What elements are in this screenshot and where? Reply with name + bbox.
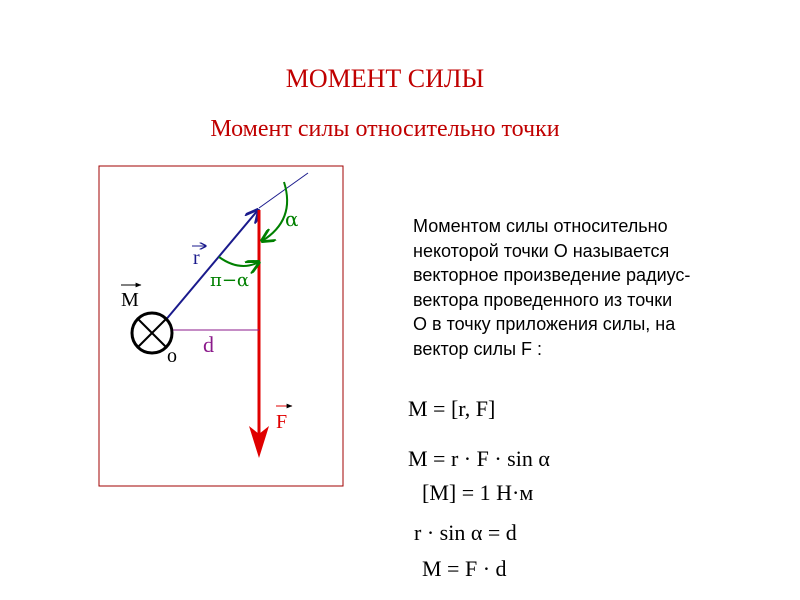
label-d: d	[203, 332, 214, 357]
label-M: M	[121, 289, 139, 311]
formula-lever-arm: r · sin α = d	[414, 520, 517, 545]
formula-unit: [M] = 1 Н·м	[422, 480, 534, 505]
page-subtitle: Момент силы относительно точки	[210, 116, 560, 142]
label-pi-minus-alpha: π−α	[210, 270, 250, 291]
formula-scalar-moment: M = r · F · sin α	[408, 446, 550, 471]
angle-pi-alpha-arc	[219, 257, 259, 266]
formula-moment-short: M = F · d	[422, 556, 507, 581]
definition-line: вектор силы F :	[413, 338, 543, 359]
definition-line: векторное произведение радиус-	[413, 265, 691, 285]
label-o: o	[167, 345, 177, 367]
formula-vector-product: M = [r, F]	[408, 396, 496, 421]
definition-line: Моментом силы относительно	[413, 216, 668, 236]
label-F: F	[276, 411, 288, 433]
page-title: МОМЕНТ СИЛЫ	[285, 64, 485, 93]
label-r: r	[193, 247, 200, 269]
definition-line: О в точку приложения силы, на	[413, 314, 676, 334]
definition-line: вектора проведенного из точки	[413, 289, 673, 310]
label-alpha: α	[285, 207, 299, 231]
line-of-action	[259, 173, 308, 208]
definition-text	[413, 214, 733, 361]
definition-line: некоторой точки О называется	[413, 240, 670, 261]
